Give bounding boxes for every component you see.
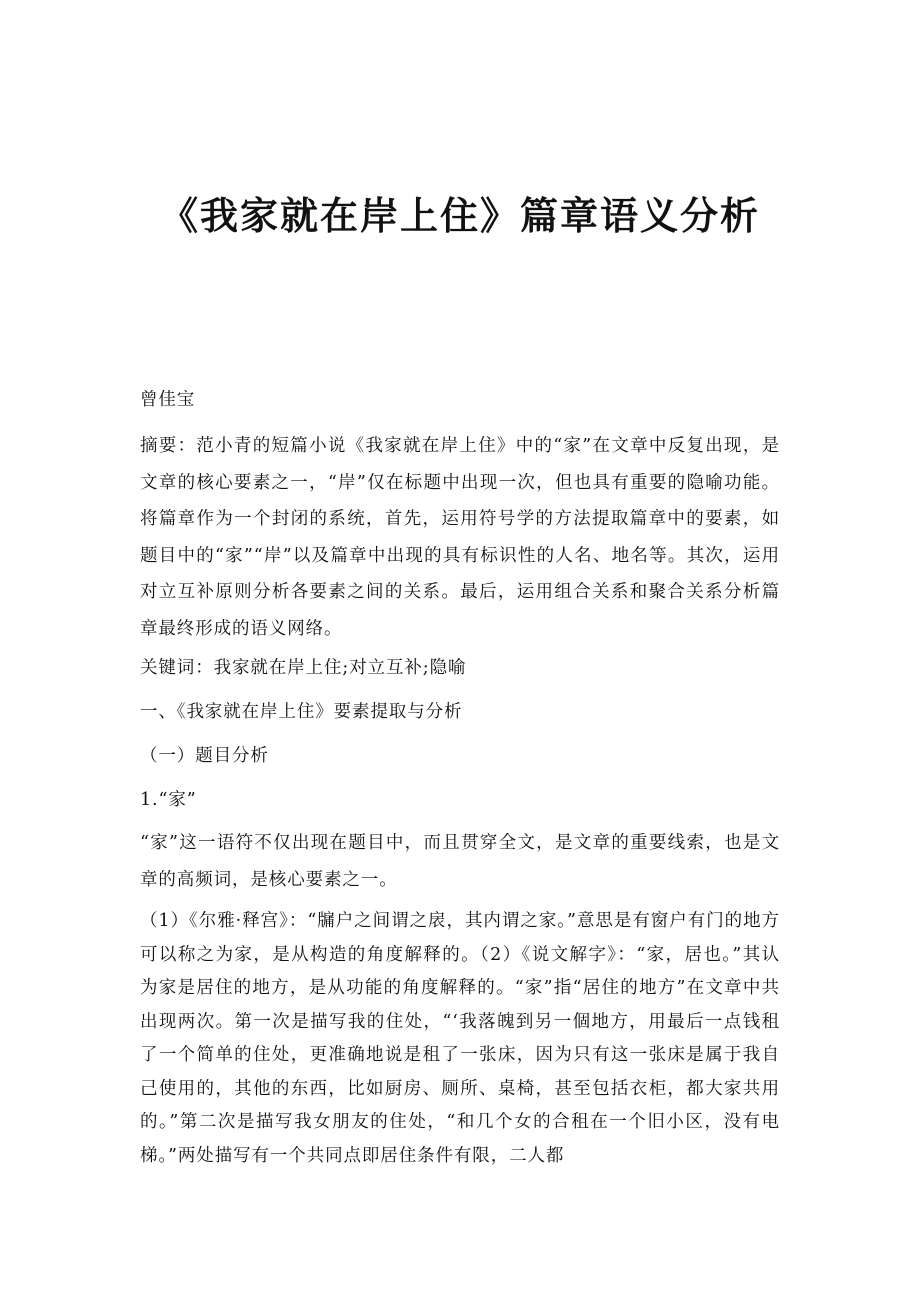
section-heading: 一、《我家就在岸上住》要素提取与分析 [140, 702, 463, 722]
subsection-heading: （一）题目分析 [140, 746, 269, 766]
abstract-paragraph: 摘要：范小青的短篇小说《我家就在岸上住》中的“家”在文章中反复出现，是文章的核心要素之一，“岸”仅在标题中出现一次，但也具有重要的隐喻功能。将篇章作为一个封闭的系统，首先，运用符号学的方法提取篇章中的要素，如题目中的“家”“岸”以及篇章中出现的具有标识性的人名、地名等。其次，运用对立互补原则分析各要素之间的关系。最后，运用组合关系和聚合关系分析篇章最终形成的语义网络。 [140, 436, 780, 639]
body-paragraph: “家”这一语符不仅出现在题目中，而且贯穿全文，是文章的重要线索，也是文章的高频词，是核心要素之一。 [140, 833, 780, 890]
document-title: 《我家就在岸上住》篇章语义分析 [159, 193, 760, 238]
author-name: 曾佳宝 [140, 390, 196, 410]
body-paragraph: （1）《尔雅·释宫》：“牖户之间谓之扆，其内谓之家。”意思是有窗户有门的地方可以称之为家，是从构造的角度解释的。（2）《说文解字》：“家，居也。”其认为家是居住的地方，是从功能的角度解释的。“家”指“居住的地方”在文章中共出现两次。第一次是描写我的住处，“‘我落魄到另一個地方，用最后一点钱租了一个简单的住处，更准确地说是租了一张床，因为只有这一张床是属于我自己使用的，其他的东西，比如厨房、厕所、桌椅，甚至包括衣柜，都大家共用的。”第二次是描写我女朋友的住处，“和几个女的合租在一个旧小区，没有电梯。”两处描写有一个共同点即居住条件有限，二人都 [140, 911, 780, 1166]
keywords-line: 关键词：我家就在岸上住;对立互补;隐喻 [140, 658, 467, 678]
item-heading: 1.“家” [140, 790, 197, 810]
